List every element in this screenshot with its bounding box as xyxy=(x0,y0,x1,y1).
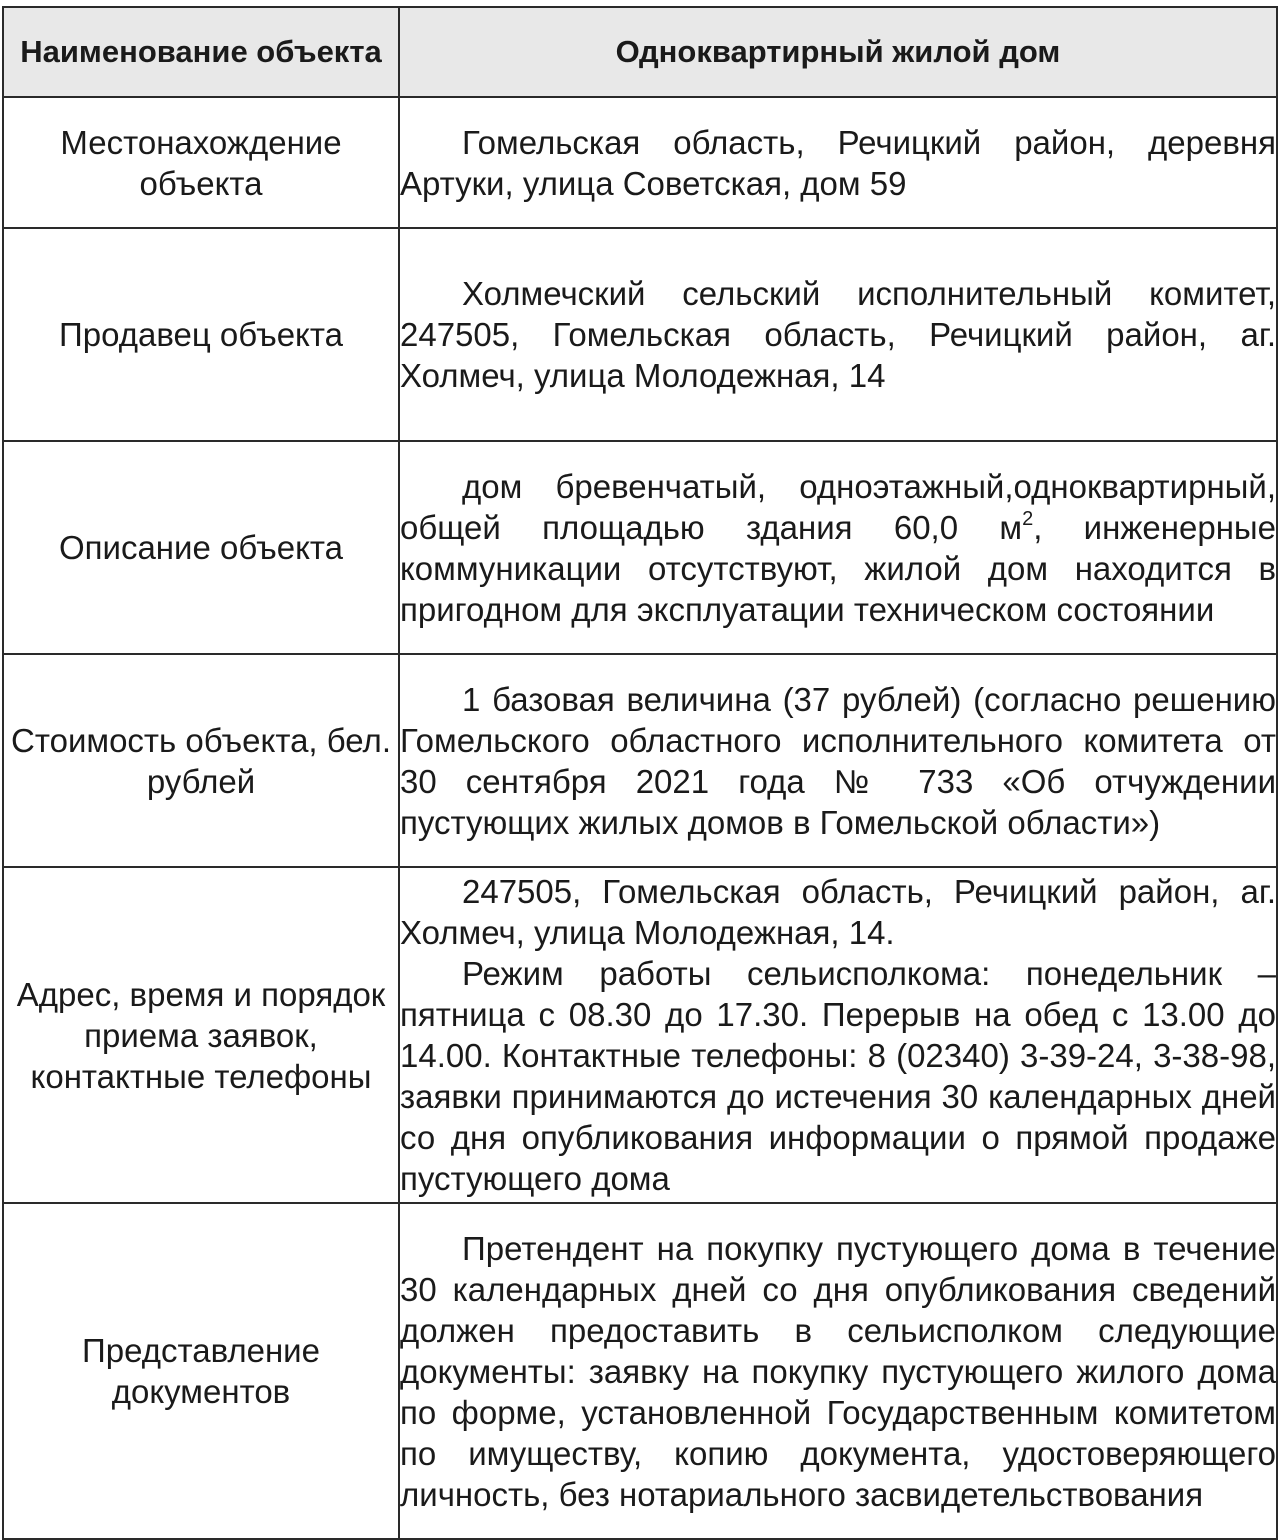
row-value-application xyxy=(399,867,1277,1203)
table-row xyxy=(3,1203,1277,1539)
row-value-price xyxy=(399,654,1277,867)
table-header-row xyxy=(3,7,1277,97)
property-info-table xyxy=(2,6,1278,1540)
header-object-type: Одноквартирный жилой дом xyxy=(399,7,1277,97)
location-text: Гомельская область, Речицкий район, деревня Артуки, улица Советская, дом 59 xyxy=(400,123,1276,202)
description-text xyxy=(400,466,1276,630)
documents-text: Претендент на покупку пустующего дома в течение 30 календарных дней со дня опубликования сведений должен предоставить в сельисполком следующие документы: заявку на покупку пустующего жилого дома по форме, установленной Государственным комитетом по имуществу, копию документа, удостоверяющего личность, без нотариального засвидетельствования xyxy=(400,1229,1276,1513)
table-row xyxy=(3,441,1277,654)
price-text: 1 базовая величина (37 рублей) (согласно решению Гомельского областного исполнительного комитета от 30 сентября 2021 года № 733 «Об отчуждении пустующих жилых домов в Гомельской области») xyxy=(400,680,1276,841)
header-object-name: Наименование объекта xyxy=(3,7,399,97)
row-label-price: Стоимость объекта, бел. рублей xyxy=(3,654,399,867)
row-label-description: Описание объекта xyxy=(3,441,399,654)
row-value-description xyxy=(399,441,1277,654)
row-label-location: Местонахождение объекта xyxy=(3,97,399,228)
table-row xyxy=(3,97,1277,228)
row-value-seller xyxy=(399,228,1277,441)
table-row xyxy=(3,228,1277,441)
table-row xyxy=(3,654,1277,867)
area-unit-superscript: 2 xyxy=(1022,507,1034,530)
description-text-part1: дом бревенчатый, одноэтажный,одноквартирный, общей площадью здания 60,0 м xyxy=(400,467,1276,546)
application-schedule-text: Режим работы сельисполкома: понедельник – пятница с 08.30 до 17.30. Перерыв на обед с 13.00 до 14.00. Контактные телефоны: 8 (02340) 3-39-24, 3-38-98, заявки принимаются до истечения 30 календарных дней со дня опубликования информации о прямой продаже пустующего дома xyxy=(400,955,1276,1197)
row-label-application: Адрес, время и порядок приема заявок, контактные телефоны xyxy=(3,867,399,1203)
row-label-documents: Представление документов xyxy=(3,1203,399,1539)
application-address-text: 247505, Гомельская область, Речицкий район, аг. Холмеч, улица Молодежная, 14. xyxy=(400,873,1276,951)
row-value-location xyxy=(399,97,1277,228)
table-row xyxy=(3,867,1277,1203)
row-label-seller: Продавец объекта xyxy=(3,228,399,441)
row-value-documents xyxy=(399,1203,1277,1539)
description-text-part2: , инженерные коммуникации отсутствуют, жилой дом находится в пригодном для эксплуатации техническом состоянии xyxy=(400,508,1276,628)
seller-text: Холмечский сельский исполнительный комитет, 247505, Гомельская область, Речицкий район, аг. Холмеч, улица Молодежная, 14 xyxy=(400,275,1276,394)
